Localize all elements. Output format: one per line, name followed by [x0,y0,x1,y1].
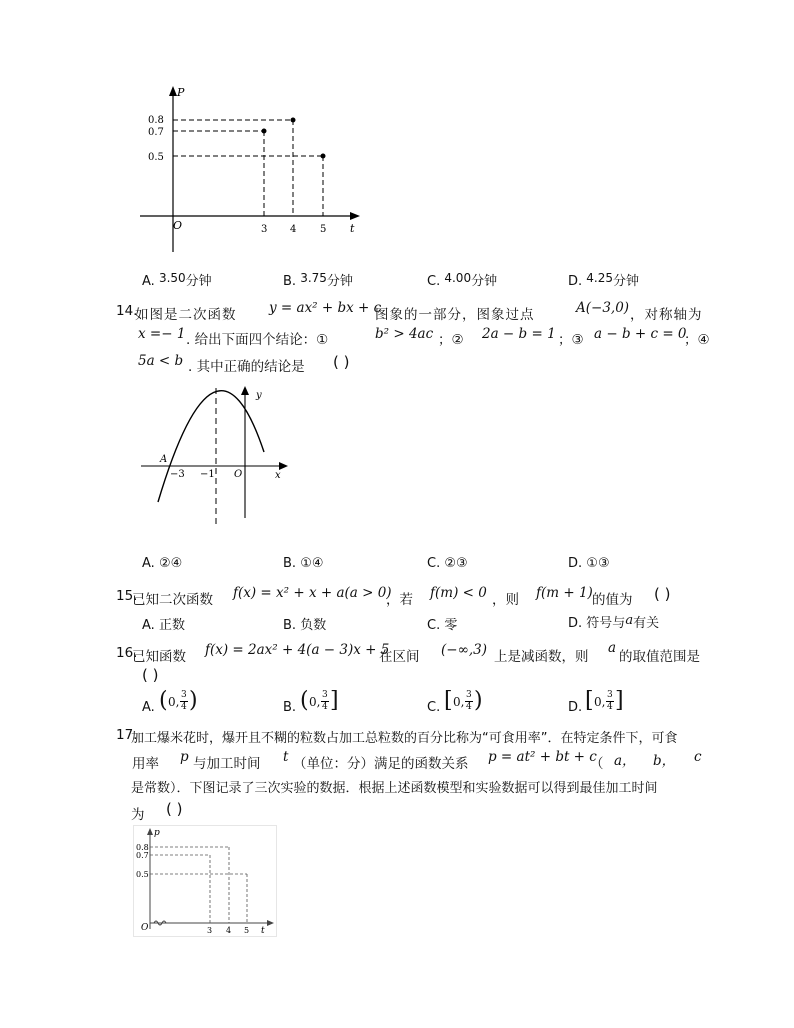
q13-option-d[interactable] [568,270,639,289]
q16-text-4: 的取值范围是 [619,649,700,665]
option-letter: A. [142,556,155,571]
x-tick-5: 5 [244,926,250,935]
parabola-curve [158,391,264,502]
q15-option-c[interactable] [427,614,457,633]
option-left-bracket: [ [585,688,594,713]
q17-answer-bracket: ( ) [166,800,183,818]
point-5-05 [321,154,326,159]
origin-label: O [234,469,243,480]
q15-number: 15. [116,588,138,604]
tick-neg3: −3 [170,469,185,480]
q17-l2-text-b: 与加工时间 [193,756,261,772]
option-text: ②④ [158,556,183,571]
q17-l2-text-d: （ [590,756,604,772]
q17-l2-math-b: b， [653,753,676,769]
option-unit: 分钟 [185,274,212,289]
option-letter: B. [283,618,297,633]
point-a-label: A [160,454,168,465]
x-tick-4: 4 [226,926,232,935]
option-lower: 0, [453,695,465,709]
y-tick-08: 0.8 [148,115,164,126]
q14-math-7: 5a < b [138,353,184,369]
q17-line-3: 是常数）．下图记录了三次实验的数据．根据上述函数模型和实验数据可以得到最佳加工时间 [131,781,658,796]
option-right-bracket: ] [330,688,339,713]
x-axis-arrow [279,462,288,470]
q14-text-1: 如图是二次函数 [135,307,237,323]
option-lower: 0, [309,695,321,709]
y-axis-arrow [241,386,249,395]
option-lower: 0, [594,695,606,709]
q14-math-2: A(−3,0) [576,300,630,316]
x-tick-4: 4 [290,224,297,235]
option-unit: 分钟 [471,274,498,289]
option-value: 3.50 [158,271,186,285]
q16-math-3: a [608,640,617,656]
option-value: 4.25 [586,271,614,285]
q17-l2-math-c: c [694,749,702,765]
q13-option-c[interactable] [427,270,497,289]
q14-math-3: x =− 1 [138,326,186,342]
q15-text-4: 的值为 [592,592,633,608]
option-letter: C. [427,618,441,633]
top-figure [130,80,380,270]
q14-option-a[interactable] [142,556,182,571]
q17-line-1: 加工爆米花时，爆开且不糊的粒数占加工总粒数的百分比称为“可食用率”．在特定条件下，可食 [131,731,678,746]
q15-math-1: f(x) = x² + x + a(a > 0) [233,585,392,601]
q17-l2-math-t: t [283,749,289,765]
option-numerator: 3 [181,690,187,700]
option-right-bracket: ) [189,688,198,713]
q15-text-2: ，若 [386,592,413,608]
q16-text-3: 上是减函数，则 [494,649,589,665]
q14-text-2: 图象的一部分，图象过点 [375,307,535,323]
q17-line-4: 为 [131,807,145,823]
q14-math-4: b² > 4ac [375,326,434,342]
x-axis-arrow [267,920,274,926]
option-text: 负数 [300,618,327,633]
q16-math-2: (−∞,3) [441,642,487,658]
point-4-08 [291,118,296,123]
option-text: ①④ [300,556,324,571]
y-tick-07: 0.7 [136,851,149,860]
x-tick-3: 3 [261,224,268,235]
q15-option-b[interactable] [283,614,326,633]
q14-math-1: y = ax² + bx + c [269,300,382,316]
option-left-bracket: ( [159,688,168,713]
q17-l2-math-formula: p = at² + bt + c [488,749,597,765]
q13-option-b[interactable] [283,270,353,289]
q17-l2-text-a: 用率 [132,756,159,772]
option-letter: B. [283,274,297,289]
q14-answer-bracket: ( ) [333,353,350,371]
option-letter: B. [283,700,297,715]
y-tick-05: 0.5 [148,152,164,163]
x-tick-5: 5 [320,224,327,235]
q14-text-8: . 其中正确的结论是 [188,359,305,375]
option-text: 零 [444,618,458,633]
q15-text-1: 已知二次函数 [132,592,213,608]
q14-math-6: a − b + c = 0 [594,326,687,342]
q14-number: 14. [116,303,138,319]
option-text: 正数 [158,618,185,633]
q14-option-d[interactable] [568,556,610,571]
option-denominator: 4 [181,702,187,712]
x-tick-3: 3 [207,926,213,935]
option-letter: D. [568,616,583,631]
x-axis-arrow [350,212,360,220]
q17-number: 17. [116,727,138,743]
option-letter: D. [568,274,583,289]
option-letter: D. [568,700,583,715]
option-right-bracket: ] [615,688,624,713]
y-label: y [256,390,262,401]
option-text: ②③ [444,556,468,571]
option-letter: A. [142,700,155,715]
q14-option-c[interactable] [427,556,468,571]
t-label: t [261,926,265,936]
y-tick-05: 0.5 [136,870,149,879]
q15-math-3: f(m + 1) [536,585,593,601]
origin-label: O [141,923,149,933]
q17-figure [133,825,278,937]
y-axis-arrow [169,86,177,96]
option-letter: A. [142,274,155,289]
option-left-bracket: ( [300,688,309,713]
q17-l2-math-p: p [180,749,189,765]
option-numerator: 3 [466,690,472,700]
option-lower: 0, [168,695,180,709]
q14-text-4: . 给出下面四个结论：① [186,332,329,348]
q15-math-2: f(m) < 0 [430,585,487,601]
q14-text-5: ；② [438,332,464,348]
option-letter: D. [568,556,583,571]
q14-text-6: ；③ [558,332,584,348]
q14-figure [138,378,298,528]
option-unit: 分钟 [326,274,353,289]
point-3-07 [262,129,267,134]
option-var: a [625,613,634,628]
option-numerator: 3 [607,690,613,700]
origin-label: O [173,219,183,232]
q16-math-1: f(x) = 2ax² + 4(a − 3)x + 5 [205,642,390,658]
option-unit: 分钟 [613,274,640,289]
p-label: P [177,86,185,99]
y-tick-08: 0.8 [136,843,149,852]
q15-text-3: ，则 [492,592,519,608]
p-label: p [154,828,160,838]
q15-answer-bracket: ( ) [654,585,671,603]
option-text: 符号与 [586,616,626,631]
option-text2: 有关 [633,616,660,631]
option-denominator: 4 [466,702,472,712]
q16-number: 16. [116,645,138,661]
q14-math-5: 2a − b = 1 [482,326,556,342]
option-denominator: 4 [607,702,613,712]
option-letter: C. [427,556,441,571]
figure-frame [134,826,277,937]
option-letter: B. [283,556,297,571]
x-label: x [275,470,281,481]
option-denominator: 4 [322,702,328,712]
y-axis-arrow [147,828,153,835]
q16-text-1: 已知函数 [132,649,186,665]
q15-option-d[interactable] [568,612,659,631]
q14-option-b[interactable] [283,556,324,571]
q14-text-3: ，对称轴为 [630,307,703,323]
option-value: 3.75 [300,271,327,285]
t-label: t [350,222,355,235]
q14-text-7: ；④ [684,332,710,348]
option-letter: C. [427,700,441,715]
q13-option-a[interactable] [142,270,212,289]
option-letter: C. [427,274,441,289]
q17-l2-text-c: （单位：分）满足的函数关系 [293,756,469,772]
option-text: ①③ [586,556,610,571]
q16-answer-bracket: ( ) [142,666,159,684]
y-tick-07: 0.7 [148,127,164,138]
q16-text-2: 在区间 [379,649,420,665]
tick-neg1: −1 [200,469,215,480]
option-value: 4.00 [444,271,472,285]
option-numerator: 3 [322,690,328,700]
option-letter: A. [142,618,155,633]
q17-l2-math-a: a， [614,753,636,769]
option-left-bracket: [ [444,688,453,713]
q15-option-a[interactable] [142,614,185,633]
option-right-bracket: ) [474,688,483,713]
